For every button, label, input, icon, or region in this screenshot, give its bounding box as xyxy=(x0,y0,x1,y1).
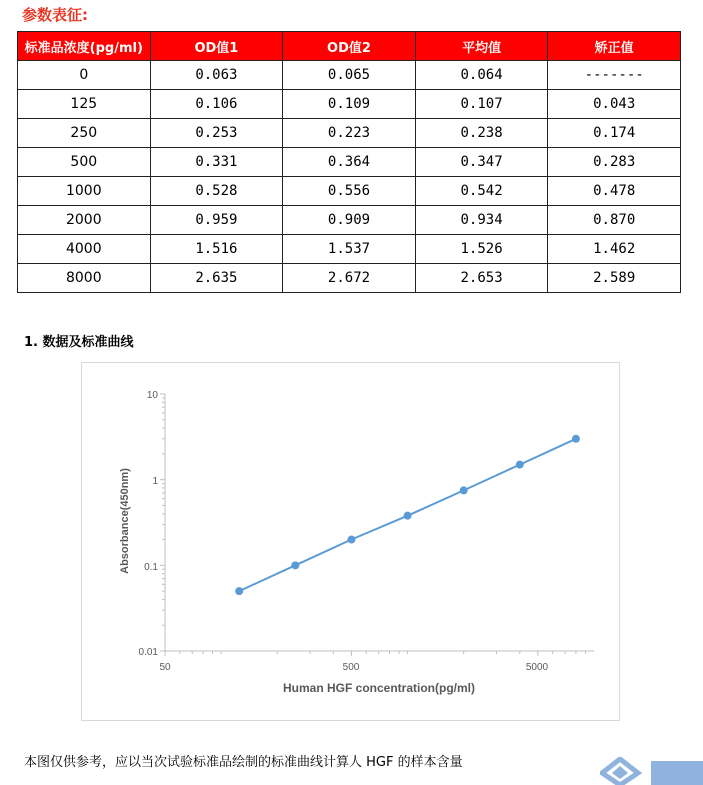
table-row xyxy=(18,119,681,148)
table-row xyxy=(18,235,681,264)
table-cell: 0.556 xyxy=(283,177,416,206)
table-cell: 2.653 xyxy=(415,264,548,293)
table-cell: 500 xyxy=(18,148,151,177)
footer-note: 本图仅供参考，应以当次试验标准品绘制的标准曲线计算人 HGF 的样本含量 xyxy=(24,755,463,770)
col-header-od2: OD值2 xyxy=(283,32,416,61)
tick-marks xyxy=(160,394,585,656)
diamond-logo-icon xyxy=(600,757,648,785)
parameters-table xyxy=(17,31,681,293)
table-cell: 0.542 xyxy=(415,177,548,206)
parameters-heading: 参数表征: xyxy=(22,6,88,24)
table-row xyxy=(18,90,681,119)
data-point xyxy=(347,536,355,544)
table-cell: 1.516 xyxy=(150,235,283,264)
table-cell: 0.934 xyxy=(415,206,548,235)
table-cell: 0.063 xyxy=(150,61,283,90)
table-header-row xyxy=(18,32,681,61)
table-cell: 0.347 xyxy=(415,148,548,177)
table-cell: 0.959 xyxy=(150,206,283,235)
standard-curve-chart xyxy=(81,362,620,721)
data-point xyxy=(404,512,412,520)
data-point xyxy=(235,587,243,595)
y-tick-label-1: 1 xyxy=(152,476,158,487)
x-axis-title: Human HGF concentration(pg/ml) xyxy=(283,681,475,695)
table-cell: 250 xyxy=(18,119,151,148)
logo-bar xyxy=(651,761,703,785)
col-header-od1: OD值1 xyxy=(150,32,283,61)
table-cell: 0.909 xyxy=(283,206,416,235)
table-cell: 2.635 xyxy=(150,264,283,293)
data-point xyxy=(291,561,299,569)
section-title: 1. 数据及标准曲线 xyxy=(24,335,134,350)
table-cell: 8000 xyxy=(18,264,151,293)
table-row xyxy=(18,206,681,235)
table-cell: 0.364 xyxy=(283,148,416,177)
data-point xyxy=(572,435,580,443)
table-cell: 0.528 xyxy=(150,177,283,206)
col-header-corrected: 矫正值 xyxy=(548,32,681,61)
x-tick-label-500: 500 xyxy=(342,662,360,673)
table-row xyxy=(18,61,681,90)
chart-svg xyxy=(82,363,619,720)
table-cell: 0.253 xyxy=(150,119,283,148)
y-axis-title: Absorbance(450nm) xyxy=(119,468,131,574)
table-cell: 0.107 xyxy=(415,90,548,119)
data-points xyxy=(235,435,580,595)
col-header-average: 平均值 xyxy=(415,32,548,61)
table-cell: 4000 xyxy=(18,235,151,264)
table-cell: 1.526 xyxy=(415,235,548,264)
table-cell: 1000 xyxy=(18,177,151,206)
data-point xyxy=(516,461,524,469)
table-cell: 0.109 xyxy=(283,90,416,119)
table-cell: 0.238 xyxy=(415,119,548,148)
table-row xyxy=(18,177,681,206)
table-cell: 2.672 xyxy=(283,264,416,293)
table-cell: 0.064 xyxy=(415,61,548,90)
table-cell: 0.065 xyxy=(283,61,416,90)
table-cell: 0.174 xyxy=(548,119,681,148)
table-cell: 0.283 xyxy=(548,148,681,177)
x-tick-label-5000: 5000 xyxy=(525,662,549,673)
table-row xyxy=(18,148,681,177)
table-cell: 0.106 xyxy=(150,90,283,119)
col-header-concentration: 标准品浓度(pg/ml) xyxy=(18,32,151,61)
table-row xyxy=(18,264,681,293)
table-cell: 0.870 xyxy=(548,206,681,235)
data-point xyxy=(460,486,468,494)
table-cell: 0.043 xyxy=(548,90,681,119)
y-tick-label-0.01: 0.01 xyxy=(138,647,158,658)
table-cell: 1.537 xyxy=(283,235,416,264)
table-cell: 0.478 xyxy=(548,177,681,206)
y-tick-label-10: 10 xyxy=(146,390,158,401)
table-cell: 1.462 xyxy=(548,235,681,264)
table-cell: 2000 xyxy=(18,206,151,235)
table-cell: 0 xyxy=(18,61,151,90)
table-cell: ------- xyxy=(548,61,681,90)
table-cell: 0.223 xyxy=(283,119,416,148)
table-cell: 125 xyxy=(18,90,151,119)
x-tick-label-50: 50 xyxy=(159,662,171,673)
y-tick-label-0.1: 0.1 xyxy=(144,562,158,573)
table-cell: 2.589 xyxy=(548,264,681,293)
table-cell: 0.331 xyxy=(150,148,283,177)
